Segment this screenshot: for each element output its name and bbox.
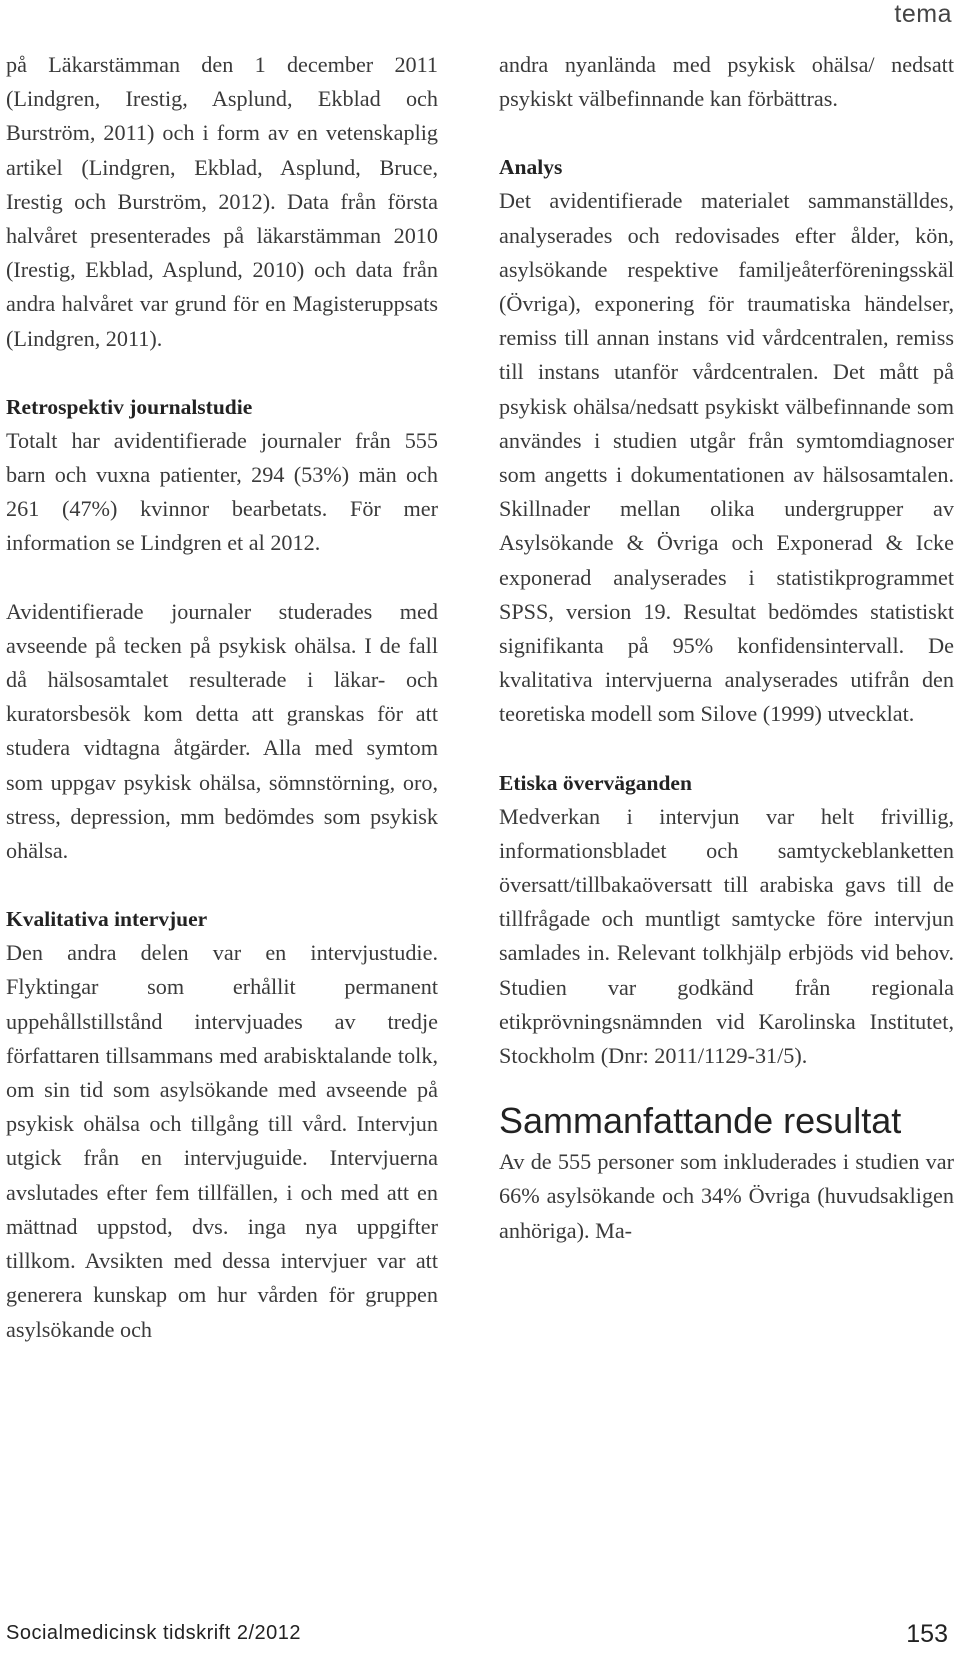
left-intro-paragraph: på Läkarstämman den 1 december 2011 (Lindgren, Irestig, Asplund, Ekblad och Burström, 2011) och i form av en vetenskaplig artikel (Lindgren, Ekblad, Asplund, Bruce, Irestig och Burström, 2012). Data från första halvåret presenterades på läkarstämman 2010 (Irestig, Ekblad, Asplund, 2010) och data från andra halvåret var grund för en Magisteruppsats (Lindgren, 2011). — [6, 52, 438, 351]
left-column — [6, 48, 438, 1347]
analys-paragraph: Det avidentifierade materialet sammanställdes, analyserades och redovisades efter ålder, kön, asylsökande respektive familjeåterföreningsskäl (Övriga), exponering för traumatiska händelser, remiss till annan instans vid vårdcentralen, remiss till instans utanför vårdcentralen. Det mått på psykisk ohälsa/nedsatt psykiskt välbefinnande som användes i studien utgår från symtomdiagnoser som angetts i dokumentationen av hälsosamtalen. Skillnader mellan olika undergrupper av Asylsökande & Övriga och Exponerad & Icke exponerad analyserades i statistikprogrammet SPSS, version 19. Resultat bedömdes statistiskt signifikanta på 95% konfidensintervall. De kvalitativa intervjuerna analyserades utifrån den teoretiska modell som Silove (1999) utvecklat. — [499, 188, 954, 727]
section-tag: tema — [894, 0, 952, 28]
right-intro-paragraph: andra nyanlända med psykisk ohälsa/ nedsatt psykiskt välbefinnande kan förbättras. — [499, 52, 954, 112]
kval-paragraph-1: Den andra delen var en intervjustudie. Flyktingar som erhållit permanent uppehållstillstånd intervjuades av tredje författaren tillsammans med arabisktalande tolk, om sin tid som asylsökande med avseende på psykisk ohälsa och tillgång till vård. Intervjun utgick från en intervjuguide. Intervjuerna avslutades efter fem tillfällen, i och med att en mättnad uppstod, dvs. inga nya uppgifter tillkom. Avsikten med dessa intervjuer var att generera kunskap om hur vården för gruppen asylsökande och — [6, 940, 438, 1342]
kval-heading: Kvalitativa intervjuer — [6, 907, 208, 932]
etiska-paragraph: Medverkan i intervjun var helt frivillig, informationsbladet och samtyckeblanketten översatt/tillbakaöversatt till arabiska gavs till de tillfrågade och muntligt samtycke före intervjun samlades in. Relevant tolkhjälp erbjöds vid behov. Studien var godkänd från regionala etikprövningsnämnden vid Karolinska Institutet, Stockholm (Dnr: 2011/1129-31/5). — [499, 803, 954, 1069]
right-column — [499, 48, 954, 1248]
journal-footer: Socialmedicinsk tidskrift 2/2012 — [6, 1622, 302, 1644]
summary-heading: Sammanfattande resultat — [499, 1100, 902, 1142]
retro-heading: Retrospektiv journalstudie — [6, 394, 253, 419]
etiska-heading: Etiska överväganden — [499, 770, 692, 795]
analys-heading: Analys — [499, 155, 563, 180]
retro-paragraph-2: Avidentifierade journaler studerades med avseende på tecken på psykisk ohälsa. I de fall då hälsosamtalet resulterade i läkar- och kuratorsbesök kom detta att granskas för att studera vidtagna åtgärder. Alla med symtom som uppgav psykisk ohälsa, sömnstörning, oro, stress, depression, mm bedömdes som psykisk ohälsa. — [6, 598, 438, 864]
summary-paragraph: Av de 555 personer som inkluderades i studien var 66% asylsökande och 34% Övriga (huvudsakligen anhöriga). Ma- — [499, 1149, 954, 1243]
page-number: 153 — [906, 1620, 948, 1648]
retro-paragraph-1: Totalt har avidentifierade journaler från 555 barn och vuxna patienter, 294 (53%) män och 261 (47%) kvinnor bearbetats. För mer information se Lindgren et al 2012. — [6, 427, 438, 556]
